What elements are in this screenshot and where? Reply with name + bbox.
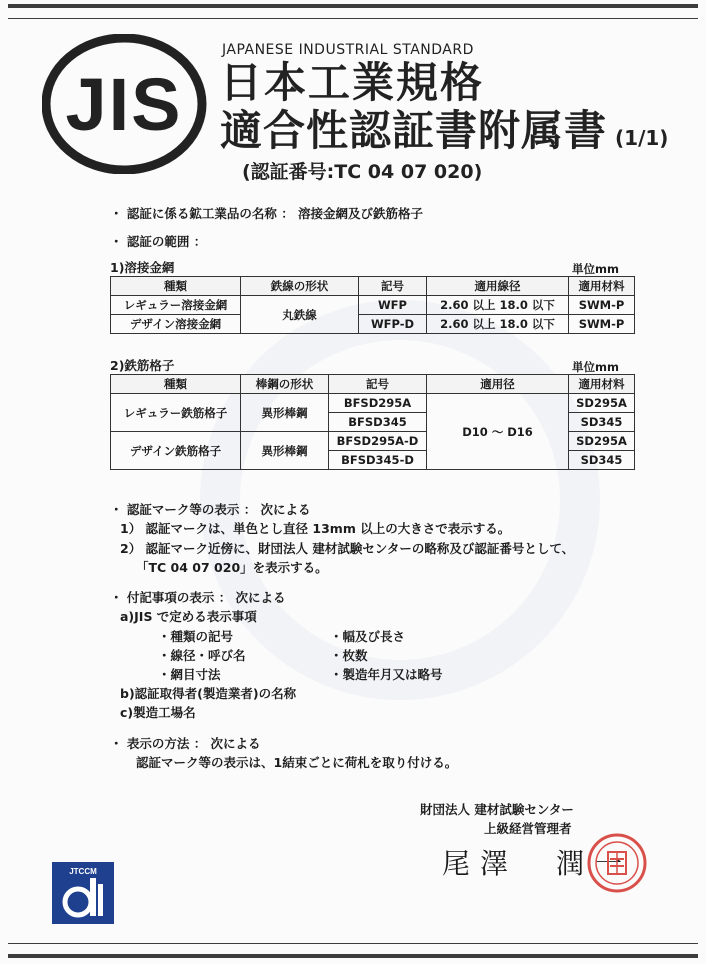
- method-heading: ・ 表示の方法 ： 次による: [110, 736, 261, 751]
- page-count: (1/1): [615, 126, 669, 150]
- table2-unit: 単位mm: [572, 360, 619, 374]
- table-cell-type: レギュラー鉄筋格子: [111, 394, 241, 432]
- notes-a-heading: a)JIS で定める表示事項: [120, 609, 257, 624]
- table-header-cell: 記号: [329, 375, 427, 394]
- svg-text:JTCCM: JTCCM: [69, 867, 97, 876]
- mark-display-item2: 2） 認証マーク近傍に、財団法人 建材試験センターの略称及び認証番号として、: [120, 541, 575, 556]
- signatory-org: 財団法人 建材試験センター: [420, 802, 574, 817]
- mark-display-heading: ・ 認証マーク等の表示 ： 次による: [110, 502, 311, 517]
- table-cell-material: SD295A: [569, 394, 635, 413]
- table-cell-code: WFP-D: [359, 315, 427, 334]
- table-cell-type: デザイン鉄筋格子: [111, 432, 241, 470]
- table-header-cell: 適用材料: [569, 277, 635, 296]
- table-row: [111, 296, 635, 315]
- table-header-row: [111, 277, 635, 296]
- table-header-cell: 適用径: [427, 375, 569, 394]
- table-cell-range: 2.60 以上 18.0 以下: [427, 296, 569, 315]
- table-header-row: [111, 375, 635, 394]
- table-cell-code: BFSD295A-D: [329, 432, 427, 451]
- mark-display-item2-cont: 「TC 04 07 020」を表示する。: [136, 560, 328, 575]
- top-border: [8, 4, 698, 19]
- table-cell-shape: 異形棒鋼: [241, 432, 329, 470]
- table-row: [111, 315, 635, 334]
- notes-a-item: ・網目寸法: [158, 667, 221, 682]
- svg-text:JIS: JIS: [65, 63, 183, 146]
- table-cell-range: D10 ～ D16: [427, 394, 569, 470]
- table-cell-shape: 丸鉄線: [241, 296, 359, 334]
- welded-mesh-table: [110, 276, 635, 334]
- table-header-cell: 鉄線の形状: [241, 277, 359, 296]
- table-header-cell: 種類: [111, 277, 241, 296]
- notes-a-item: ・種類の記号: [158, 629, 234, 644]
- jis-logo-icon: [42, 34, 210, 174]
- table-header-cell: 棒鋼の形状: [241, 375, 329, 394]
- signatory-title: 上級経営管理者: [484, 821, 572, 836]
- certificate-number: (認証番号:TC 04 07 020): [242, 161, 483, 183]
- table-cell-code: WFP: [359, 296, 427, 315]
- scope-heading: ・ 認証の範囲 ：: [110, 234, 207, 249]
- table-row: [111, 394, 635, 413]
- table-header-cell: 適用線径: [427, 277, 569, 296]
- bottom-border: [8, 943, 698, 958]
- table2-caption: 2)鉄筋格子: [110, 358, 175, 373]
- table-cell-material: SD345: [569, 451, 635, 470]
- notes-a-item: ・枚数: [330, 648, 368, 663]
- notes-a-item: ・線径・呼び名: [158, 648, 246, 663]
- table-cell-code: BFSD345-D: [329, 451, 427, 470]
- table1-unit: 単位mm: [572, 262, 619, 276]
- notes-a-item: ・幅及び長さ: [330, 629, 406, 644]
- product-name-line: ・ 認証に係る鉱工業品の名称 ： 溶接金網及び鉄筋格子: [110, 206, 424, 221]
- table-cell-material: SD345: [569, 413, 635, 432]
- table-header-cell: 種類: [111, 375, 241, 394]
- notes-a-item: ・製造年月又は略号: [330, 667, 443, 682]
- table1-caption: 1)溶接金網: [110, 260, 175, 275]
- page-title-line1: 日本工業規格: [220, 58, 485, 107]
- mark-display-item1: 1） 認証マークは、単色とし直径 13mm 以上の大きさで表示する。: [120, 521, 511, 536]
- table-cell-type: デザイン溶接金網: [111, 315, 241, 334]
- table-cell-range: 2.60 以上 18.0 以下: [427, 315, 569, 334]
- table-cell-code: BFSD295A: [329, 394, 427, 413]
- table-cell-material: SWM-P: [569, 296, 635, 315]
- signatory-name: 尾澤 潤一: [442, 847, 633, 880]
- method-text: 認証マーク等の表示は、1結束ごとに荷札を取り付ける。: [136, 755, 458, 770]
- official-seal-icon: [586, 832, 648, 894]
- page-title-text: 適合性認証書附属書: [220, 106, 608, 155]
- notes-heading: ・ 付記事項の表示 ： 次による: [110, 590, 286, 605]
- standard-english-title: JAPANESE INDUSTRIAL STANDARD: [222, 42, 474, 58]
- table-cell-shape: 異形棒鋼: [241, 394, 329, 432]
- page-title-line2: [220, 108, 668, 161]
- table-cell-type: レギュラー溶接金網: [111, 296, 241, 315]
- notes-c: c)製造工場名: [120, 705, 196, 720]
- table-header-cell: 記号: [359, 277, 427, 296]
- notes-b: b)認証取得者(製造業者)の名称: [120, 686, 297, 701]
- rebar-grid-table: [110, 374, 635, 470]
- jtccm-logo-icon: [52, 862, 114, 924]
- table-cell-material: SWM-P: [569, 315, 635, 334]
- table-header-cell: 適用材料: [569, 375, 635, 394]
- table-cell-code: BFSD345: [329, 413, 427, 432]
- table-cell-material: SD295A: [569, 432, 635, 451]
